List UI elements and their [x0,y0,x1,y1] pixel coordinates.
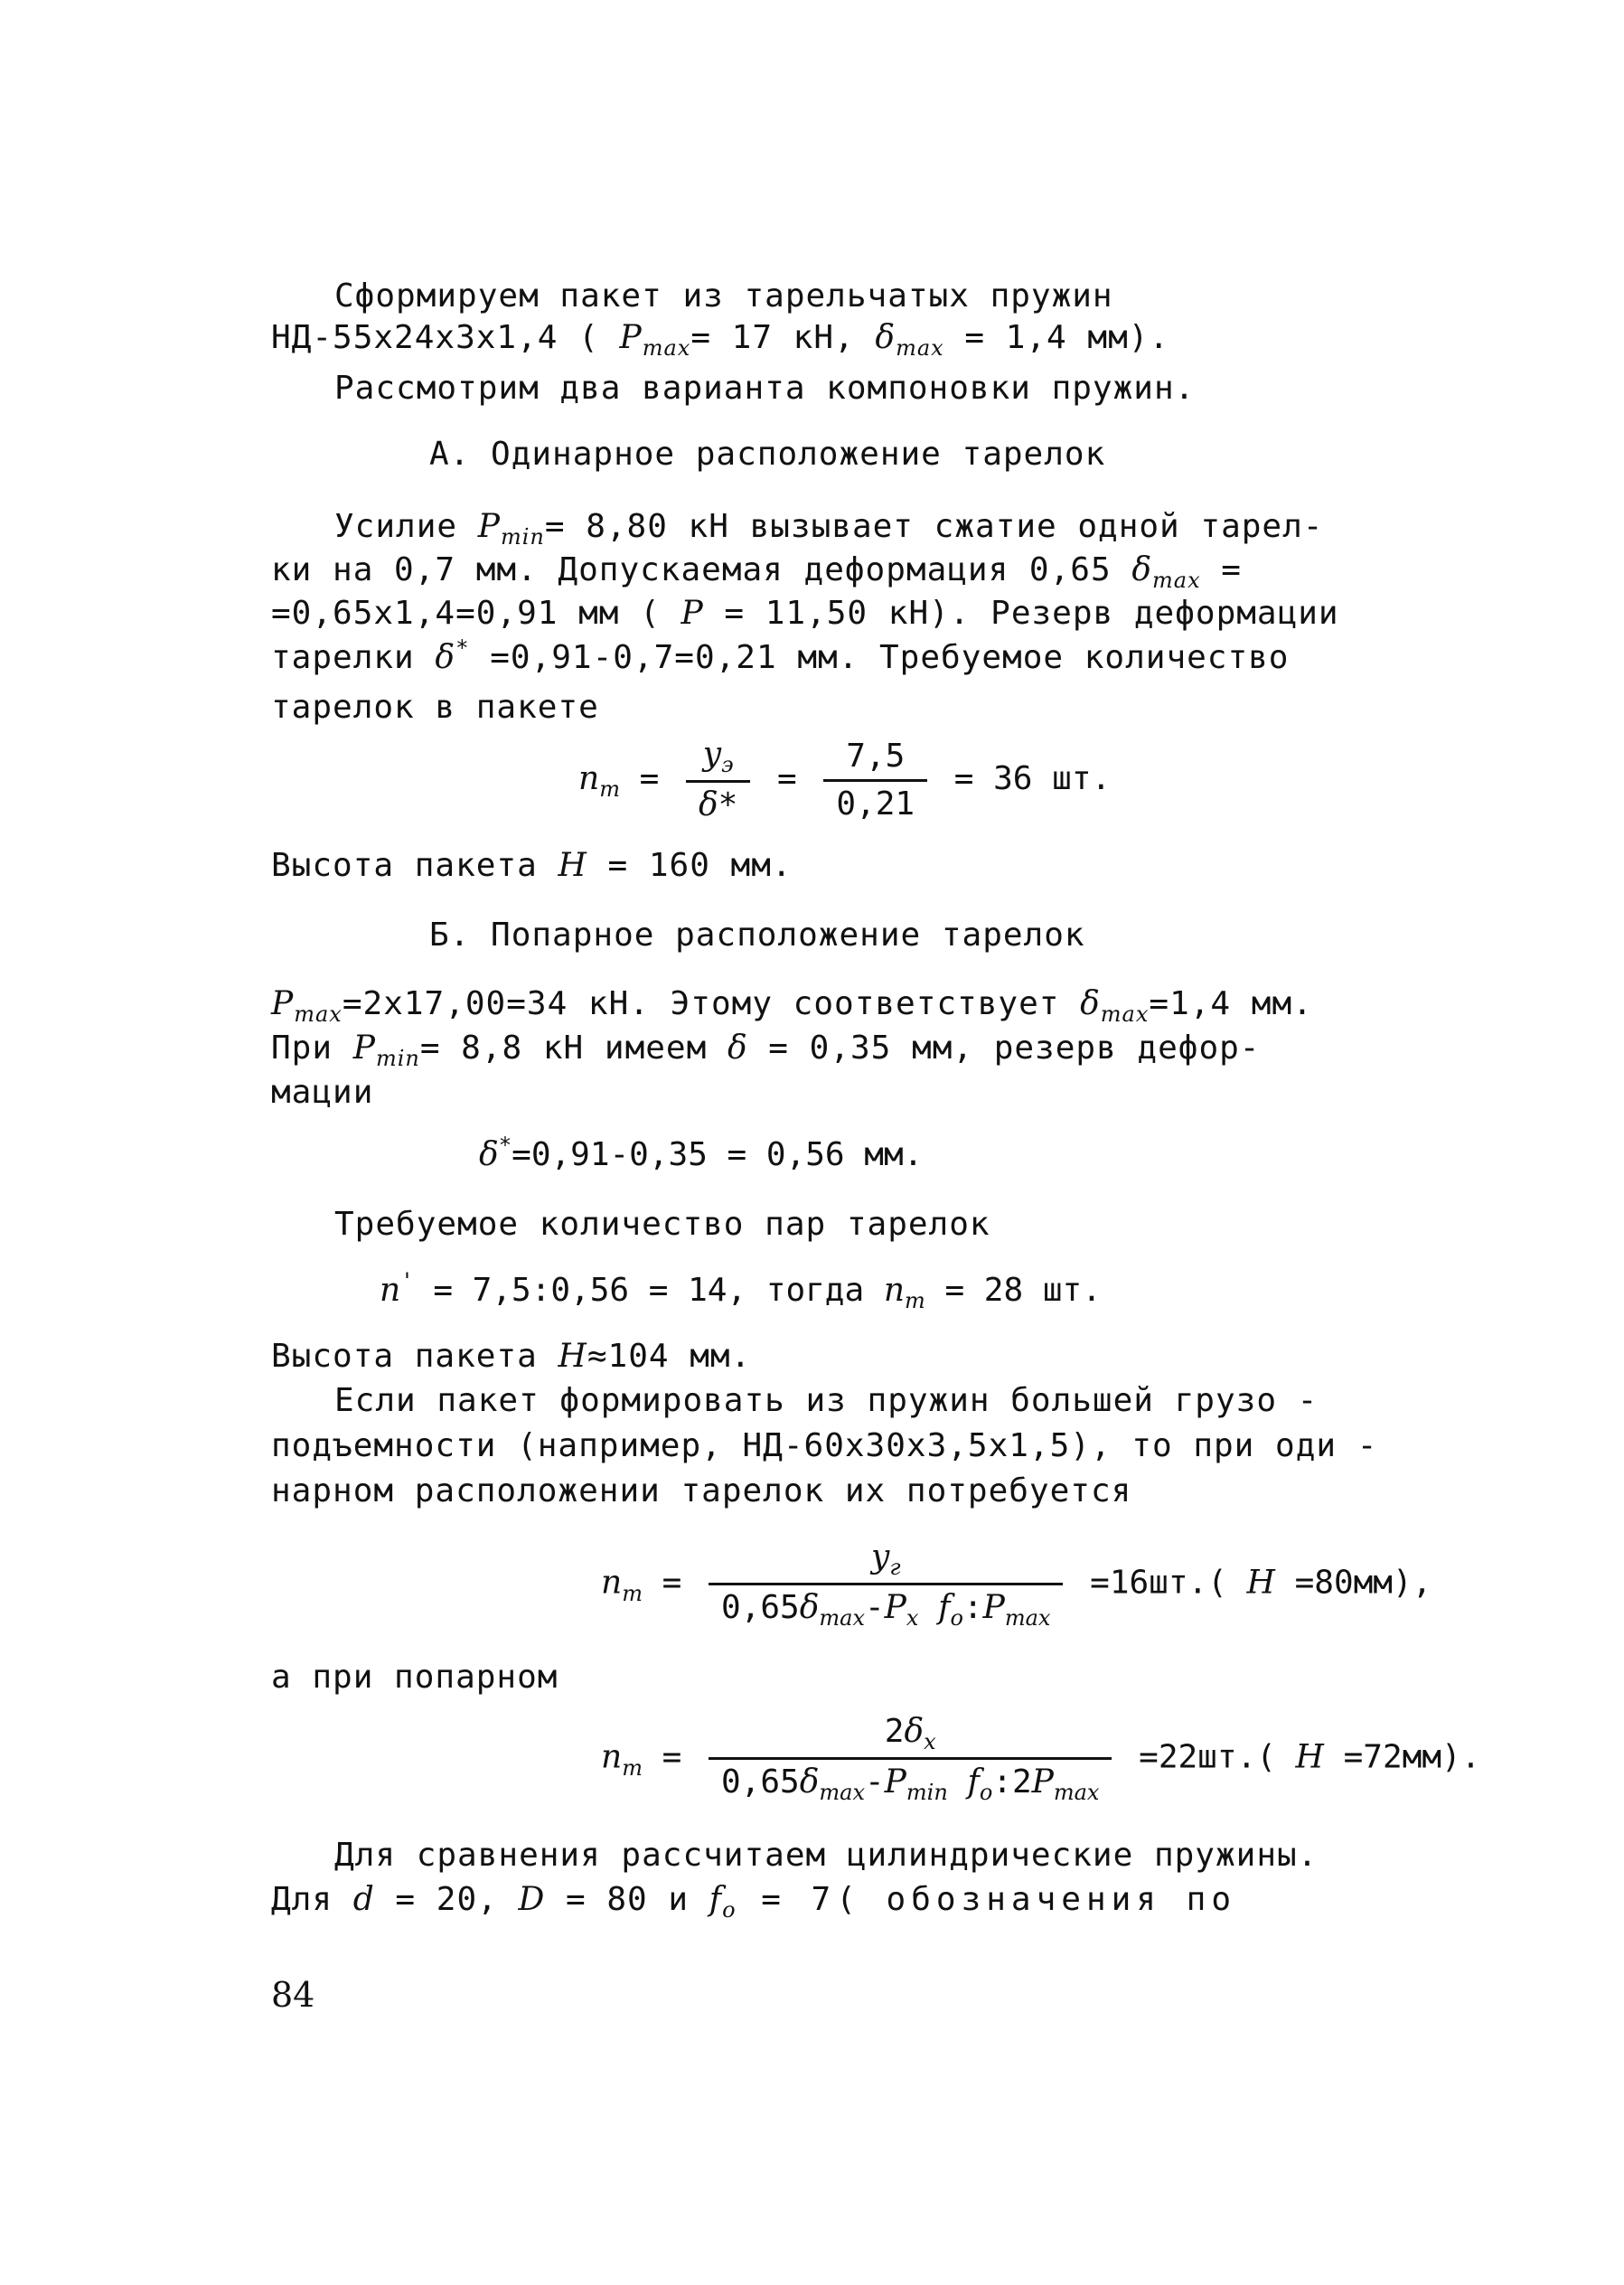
text-line: Усилие $P_{min}= 8,80$ кН вызывает сжатие одной тарел- [334,508,1324,550]
formula-n-pairs: n' = 7,5:0,56 = 14, тогда $n_т = 28$ шт. [380,1268,1102,1313]
formula-n-t-heavy-single: $n_т$ = $\frac{y_г}{0,65\delta_{max}-P_x f_o:P_{max}}$ =16шт.( H =80мм), [601,1538,1432,1631]
text-line: $P_{max}=2х17,00=34$ кН. Этому соответствует $\delta_{max}=1,4$ мм. [271,985,1313,1027]
formula-n-t-heavy-pairs: $n_т$ = $\frac{2\delta_x}{0,65\delta_{max}-P_{min} f_o:2P_{max}}$ =22шт.( H =72мм). [601,1713,1481,1805]
text-line: Рассмотрим два варианта компоновки пружин. [334,370,1196,407]
section-heading-b: Б. Попарное расположение тарелок [429,917,1085,954]
text-line: Высота пакета H≈104 мм. [271,1338,752,1375]
text-line: При $P_{min}= 8,8$ кН имеем δ = 0,35 мм, резерв дефор- [271,1030,1261,1071]
text-line: а при попарном [271,1659,559,1696]
text-line: =0,65х1,4=0,91 мм ( P = 11,50 кН). Резерв деформации [271,595,1339,632]
text-line: ки на 0,7 мм. Допускаемая деформация 0,65 $\delta_{max}$ = [271,551,1242,593]
text-line: нарном расположении тарелок их потребуется [271,1472,1132,1509]
formula-delta-reserve: δ*=0,91-0,35 = 0,56 мм. [479,1133,924,1173]
text-line: Для сравнения рассчитаем цилиндрические пружины. [334,1837,1319,1874]
text-line: тарелки δ* =0,91-0,7=0,21 мм. Требуемое количество [271,635,1290,676]
text-line: мации [271,1074,374,1111]
text-line: НД-55х24х3х1,4 ( $P_{max}= 17$ кН, $\delta_{max} = 1,4$ мм). [271,319,1170,361]
text-line: Если пакет формировать из пружин большей грузо - [334,1382,1319,1419]
text-line: тарелок в пакете [271,689,599,726]
text-line: Для d = 20, D = 80 и $f_o = 7$( обозначения по [271,1881,1236,1923]
text-line: подъемности (например, НД-60х30х3,5х1,5), то при оди - [271,1427,1378,1464]
text-line: Требуемое количество пар тарелок [334,1206,990,1243]
formula-n-t-single: $n_т$ = $\frac{y_э}{\delta*}$ = $\frac{7,5}{0,21}$ = 36 шт. [578,736,1112,823]
text-line: Высота пакета H = 160 мм. [271,847,793,884]
text-line: Сформируем пакет из тарельчатых пружин [334,277,1113,315]
page-number: 84 [271,1975,315,2015]
section-heading-a: А. Одинарное расположение тарелок [429,436,1106,473]
